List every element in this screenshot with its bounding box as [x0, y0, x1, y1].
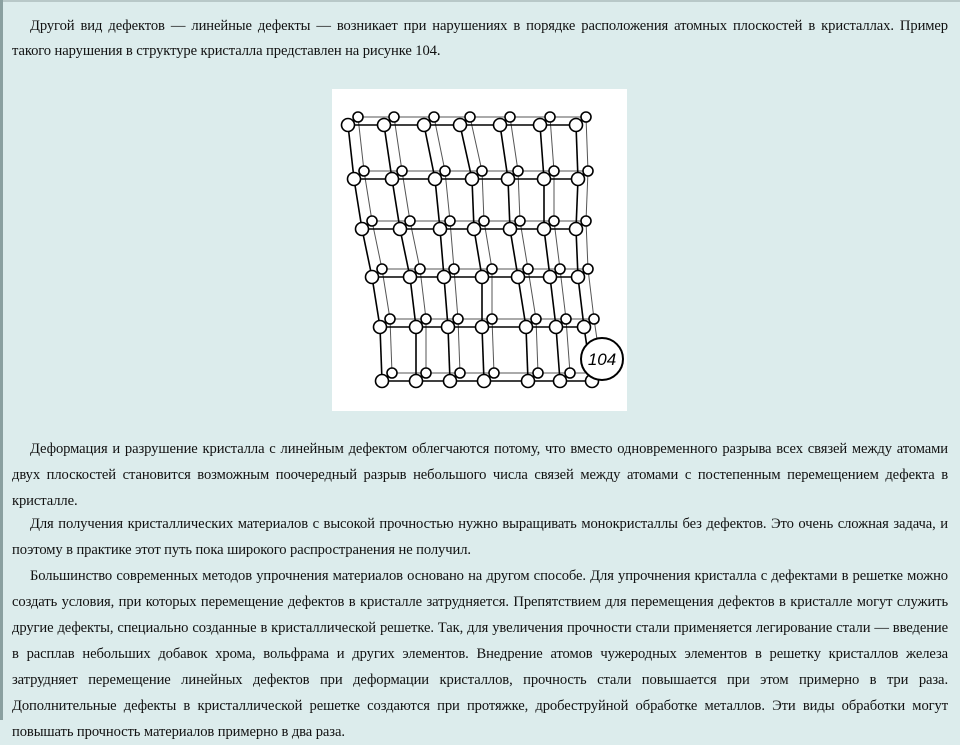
lattice-bond [362, 229, 372, 277]
lattice-atom [374, 321, 387, 334]
lattice-atom [454, 119, 467, 132]
lattice-back-atom [523, 264, 533, 274]
paragraph-linear-defects [12, 14, 948, 64]
lattice-atom [429, 173, 442, 186]
lattice-back-atom [397, 166, 407, 176]
lattice-back-atom [479, 216, 489, 226]
lattice-atom [544, 271, 557, 284]
lattice-back-bond [586, 221, 588, 269]
lattice-back-atom [421, 368, 431, 378]
lattice-atom [356, 223, 369, 236]
lattice-back-atom [583, 264, 593, 274]
lattice-atom [468, 223, 481, 236]
paragraph-monocrystals [12, 511, 948, 563]
lattice-back-atom [513, 166, 523, 176]
lattice-back-atom [429, 112, 439, 122]
lattice-back-atom [353, 112, 363, 122]
crystal-lattice-edge-dislocation-illustration [332, 89, 627, 411]
lattice-bond [380, 327, 382, 381]
lattice-back-atom [549, 216, 559, 226]
lattice-back-atom [421, 314, 431, 324]
lattice-back-atom [565, 368, 575, 378]
lattice-back-atom [533, 368, 543, 378]
lattice-back-atom [385, 314, 395, 324]
lattice-atom [394, 223, 407, 236]
lattice-atom [410, 321, 423, 334]
lattice-atom [554, 375, 567, 388]
lattice-atom [534, 119, 547, 132]
lattice-bond [354, 179, 362, 229]
lattice-atom [386, 173, 399, 186]
paragraph-1-text: Другой вид дефектов — линейные дефекты — возникает при нарушениях в порядке расположения атомных плоскостей в кристаллах. Пример такого нарушения в структуре кристалла представлен на рисунке 104. [12, 18, 948, 59]
figure-number-label: 104 [587, 350, 617, 369]
lattice-back-atom [505, 112, 515, 122]
lattice-back-atom [453, 314, 463, 324]
lattice-atom [494, 119, 507, 132]
lattice-atom [570, 223, 583, 236]
lattice-atom [378, 119, 391, 132]
lattice-back-atom [367, 216, 377, 226]
lattice-back-atom [487, 264, 497, 274]
lattice-atom [522, 375, 535, 388]
left-border [0, 0, 3, 720]
lattice-atom [578, 321, 591, 334]
lattice-back-atom [465, 112, 475, 122]
lattice-atom [466, 173, 479, 186]
lattice-atom [572, 173, 585, 186]
lattice-atom [376, 375, 389, 388]
lattice-back-atom [449, 264, 459, 274]
lattice-atom [442, 321, 455, 334]
lattice-atom [520, 321, 533, 334]
lattice-back-bond [586, 171, 588, 221]
paragraph-4-text: Большинство современных методов упрочнения материалов основано на другом способе. Для упрочнения кристалла с дефектами в решетке можно создать условия, при которых перемещение дефектов в кристалле затрудняется. Препятствием для перемещения дефектов в кристалле могут служить другие дефекты, специально созданные в кристаллической решетке. Так, для увеличения прочности стали применяется легирование стали — введение в расплав небольших добавок хрома, вольфрама и других элементов. Внедрение атомов чужеродных элементов в решетку кристаллов железа затрудняет перемещение линейных дефектов при деформации кристаллов, прочность стали повышается при этом примерно в три раза. Дополнительные дефекты в кристаллической решетке создаются при протяжке, дробеструйной обработке металлов. Эти виды обработки могут повышать прочность материалов примерно в два раза. [12, 568, 948, 740]
paragraph-deformation [12, 436, 948, 514]
lattice-back-atom [487, 314, 497, 324]
lattice-atom [410, 375, 423, 388]
lattice-atom [476, 271, 489, 284]
lattice-back-atom [387, 368, 397, 378]
lattice-back-atom [515, 216, 525, 226]
lattice-atom [502, 173, 515, 186]
paragraph-2-text: Деформация и разрушение кристалла с линейным дефектом облегчаются потому, что вместо одновременного разрыва всех связей между атомами двух плоскостей становится возможным поочередный разрыв небольшого числа связей между атомами с постепенным перемещением дефекта в кристалле. [12, 441, 948, 509]
lattice-atom [538, 223, 551, 236]
lattice-back-atom [405, 216, 415, 226]
lattice-back-atom [389, 112, 399, 122]
lattice-back-atom [377, 264, 387, 274]
lattice-atom [438, 271, 451, 284]
lattice-back-atom [561, 314, 571, 324]
lattice-back-atom [555, 264, 565, 274]
lattice-atom [572, 271, 585, 284]
lattice-bond [348, 125, 354, 179]
lattice-atom [366, 271, 379, 284]
lattice-bond [400, 229, 410, 277]
lattice-back-atom [549, 166, 559, 176]
lattice-back-atom [455, 368, 465, 378]
lattice-atom [404, 271, 417, 284]
lattice-atom [538, 173, 551, 186]
lattice-atom [444, 375, 457, 388]
figure-crystal-lattice [332, 89, 627, 411]
lattice-back-atom [359, 166, 369, 176]
lattice-bond [372, 277, 380, 327]
lattice-atom [570, 119, 583, 132]
lattice-atom [478, 375, 491, 388]
lattice-atom [342, 119, 355, 132]
lattice-back-atom [581, 112, 591, 122]
lattice-back-bond [586, 117, 588, 171]
lattice-atom [504, 223, 517, 236]
paragraph-strengthening [12, 563, 948, 745]
lattice-back-atom [477, 166, 487, 176]
paragraph-3-text: Для получения кристаллических материалов с высокой прочностью нужно выращивать монокристаллы без дефектов. Это очень сложная задача, и поэтому в практике этот путь пока широкого распространения не получил. [12, 516, 948, 558]
lattice-back-atom [589, 314, 599, 324]
lattice-atom [348, 173, 361, 186]
lattice-atom [512, 271, 525, 284]
lattice-atom [550, 321, 563, 334]
lattice-atom [476, 321, 489, 334]
lattice-atom [418, 119, 431, 132]
lattice-back-atom [489, 368, 499, 378]
lattice-back-atom [445, 216, 455, 226]
lattice-back-atom [531, 314, 541, 324]
lattice-back-bond [588, 269, 594, 319]
lattice-back-atom [583, 166, 593, 176]
lattice-back-atom [545, 112, 555, 122]
lattice-back-atom [581, 216, 591, 226]
lattice-atom [434, 223, 447, 236]
lattice-back-atom [440, 166, 450, 176]
lattice-back-atom [415, 264, 425, 274]
top-border [0, 0, 960, 2]
